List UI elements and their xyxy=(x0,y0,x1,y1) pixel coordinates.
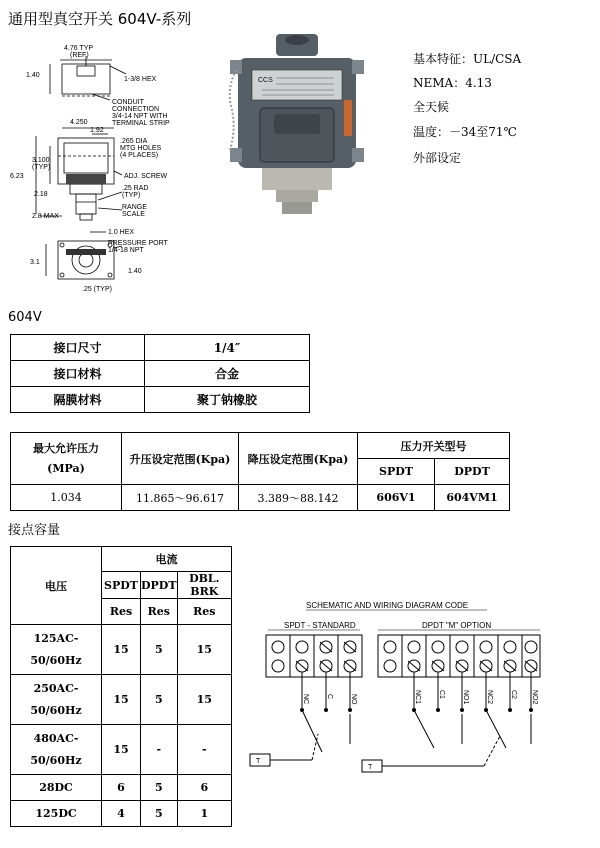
term-nc2: NC2 xyxy=(486,690,493,705)
dim-3-100: 3.100 xyxy=(32,157,50,164)
res-spdt: Res xyxy=(102,599,141,625)
cell-dbl-brk: 6 xyxy=(177,775,231,801)
dimension-drawing xyxy=(0,36,200,298)
spec-temperature: 温度：－34至71℃ xyxy=(413,125,517,139)
model-label: 604V xyxy=(8,310,42,325)
dpdt-label: DPDT "M" OPTION xyxy=(422,621,492,630)
page-title: 通用型真空开关 604V-系列 xyxy=(8,10,192,28)
header-max-pressure: 最大允许压力 (MPa) xyxy=(11,433,122,485)
term-nc1: NC1 xyxy=(414,690,421,705)
cell-voltage: 28DC xyxy=(11,775,102,801)
dim-2-8-max: 2.8 MAX xyxy=(32,213,59,220)
term-nc: NC xyxy=(302,694,309,705)
table-row xyxy=(11,387,310,413)
holes-label-3: (4 PLACES) xyxy=(120,152,159,159)
holes-label-2: MTG HOLES xyxy=(120,145,162,152)
header-spdt: SPDT xyxy=(102,572,141,599)
cell-fall-range: 3.389～88.142 xyxy=(239,485,358,511)
res-dpdt: Res xyxy=(141,599,178,625)
row-value: 1/4″ xyxy=(145,335,310,361)
header-dpdt: DPDT xyxy=(141,572,178,599)
port-label-1: PRESSURE PORT xyxy=(108,240,168,247)
schematic-title: SCHEMATIC AND WIRING DIAGRAM CODE xyxy=(306,601,469,610)
table-row xyxy=(11,775,232,801)
dim-1-40-b: 1.40 xyxy=(128,268,142,275)
nameplate xyxy=(252,70,342,100)
table-row xyxy=(11,675,232,725)
row-label: 接口尺寸 xyxy=(11,335,145,361)
header-spdt: SPDT xyxy=(358,459,435,485)
res-dbl-brk: Res xyxy=(177,599,231,625)
wiring-schematic xyxy=(244,594,544,794)
cell-dbl-brk: - xyxy=(177,725,231,775)
dim-25-typ: .25 (TYP) xyxy=(82,286,112,293)
conduit-label-3: 3/4-14 NPT WITH xyxy=(112,113,168,120)
rad-label-2: (TYP) xyxy=(122,192,141,199)
row-label: 隔膜材料 xyxy=(11,387,145,413)
holes-label-1: .265 DIA xyxy=(120,138,148,145)
dim-3-1: 3.1 xyxy=(30,259,40,266)
cell-dbl-brk: 15 xyxy=(177,675,231,725)
cell-voltage: 125AC- 50/60Hz xyxy=(11,625,102,675)
dim-2-18: 2.18 xyxy=(34,191,48,198)
product-photo xyxy=(222,30,372,218)
cell-spdt: 6 xyxy=(102,775,141,801)
table-row xyxy=(11,625,232,675)
contact-title: 接点容量 xyxy=(8,523,61,538)
term-no: NO xyxy=(350,694,357,705)
table-row xyxy=(11,801,232,827)
header-rise-range: 升压设定范围(Kpa) xyxy=(122,433,239,485)
spec-setting: 外部设定 xyxy=(413,151,462,165)
conduit-label-1: CONDUIT xyxy=(112,99,144,106)
cell-voltage: 125DC xyxy=(11,801,102,827)
dim-1-40: 1.40 xyxy=(26,72,40,79)
cell-voltage: 480AC- 50/60Hz xyxy=(11,725,102,775)
header-model: 压力开关型号 xyxy=(358,433,510,459)
material-table xyxy=(10,334,310,413)
spdt-t-label: T xyxy=(256,758,261,765)
top-view-body xyxy=(62,64,110,94)
spdt-label: SPDT - STANDARD xyxy=(284,621,356,630)
rad-label-1: .25 RAD xyxy=(122,185,149,192)
conduit-label-2: CONNECTION xyxy=(112,106,160,113)
bottom-view-body xyxy=(58,241,114,279)
dim-width: 4.76 TYP xyxy=(64,45,94,52)
cell-max-pressure: 1.034 xyxy=(11,485,122,511)
cell-dbl-brk: 1 xyxy=(177,801,231,827)
table-row xyxy=(11,335,310,361)
term-c2: C2 xyxy=(510,690,517,699)
spec-nema: NEMA：4.13 xyxy=(413,76,492,90)
pressure-fitting xyxy=(262,168,332,190)
dim-6-23: 6.23 xyxy=(10,173,24,180)
term-c1: C1 xyxy=(438,690,445,699)
row-value: 合金 xyxy=(145,361,310,387)
table-row xyxy=(11,361,310,387)
adj-screw-label: ADJ. SCREW xyxy=(124,173,168,180)
dpdt-t-label: T xyxy=(368,764,373,771)
dim-4-250: 4.250 xyxy=(70,119,88,126)
pressure-range-table xyxy=(10,432,510,511)
dim-1-92: 1.92 xyxy=(90,127,104,134)
cell-spdt: 15 xyxy=(102,675,141,725)
row-label: 接口材料 xyxy=(11,361,145,387)
cell-rise-range: 11.865～96.617 xyxy=(122,485,239,511)
cell-spdt: 4 xyxy=(102,801,141,827)
cell-dbl-brk: 15 xyxy=(177,625,231,675)
header-voltage: 电压 xyxy=(11,547,102,625)
hex-label: 1-3/8 HEX xyxy=(124,76,157,83)
conduit-label-4: TERMINAL STRIP xyxy=(112,120,170,127)
cell-dpdt: 5 xyxy=(141,625,178,675)
hex2-label: 1.0 HEX xyxy=(108,229,135,236)
term-no1: NO1 xyxy=(462,690,469,705)
dim-width-ref: (REF) xyxy=(70,52,89,59)
port-label-2: 1/4-18 NPT xyxy=(108,247,144,254)
cell-voltage: 250AC- 50/60Hz xyxy=(11,675,102,725)
range-scale xyxy=(344,100,352,136)
cell-spdt: 15 xyxy=(102,725,141,775)
table-row xyxy=(11,725,232,775)
spec-weather: 全天候 xyxy=(413,100,450,114)
spec-feature: 基本特征：UL/CSA xyxy=(413,52,522,66)
cell-dpdt: 5 xyxy=(141,675,178,725)
cell-spdt-model: 606V1 xyxy=(358,485,435,511)
header-dpdt: DPDT xyxy=(435,459,510,485)
range-label-2: SCALE xyxy=(122,211,145,218)
row-value: 聚丁钠橡胶 xyxy=(145,387,310,413)
term-c: C xyxy=(326,694,333,700)
cell-spdt: 15 xyxy=(102,625,141,675)
range-label-1: RANGE xyxy=(122,204,147,211)
term-no2: NO2 xyxy=(531,690,538,705)
header-dbl-brk: DBL. BRK xyxy=(177,572,231,599)
cell-dpdt: - xyxy=(141,725,178,775)
contact-table xyxy=(10,546,232,827)
cell-dpdt-model: 604VM1 xyxy=(435,485,510,511)
dim-3-100-typ: (TYP) xyxy=(32,164,51,171)
table-row xyxy=(11,485,510,511)
cell-dpdt: 5 xyxy=(141,801,178,827)
nameplate-text: CCS xyxy=(258,77,273,84)
chain xyxy=(230,70,236,150)
header-fall-range: 降压设定范围(Kpa) xyxy=(239,433,358,485)
cell-dpdt: 5 xyxy=(141,775,178,801)
header-current: 电流 xyxy=(102,547,232,572)
